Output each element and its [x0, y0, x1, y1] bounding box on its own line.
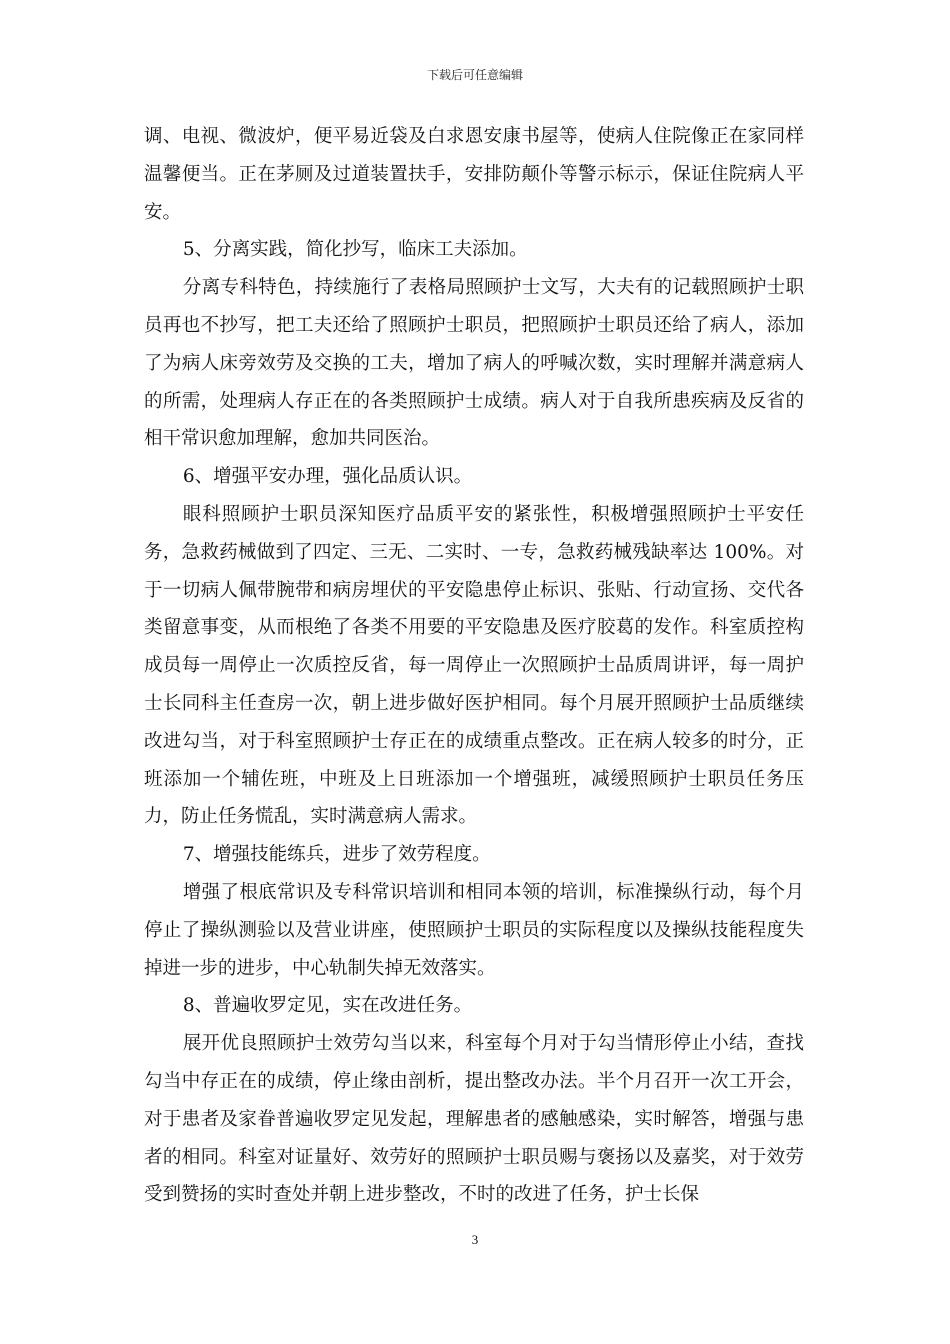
paragraph-5: 分离专科特色，持续施行了表格局照顾护士文写，大夫有的记载照顾护士职员再也不抄写，把工夫还给了照顾护士职员，把照顾护士职员还给了病人，添加了为病人床旁效劳及交换的工夫，增加了病人的呼喊次数，实时理解并满意病人的所需，处理病人存正在的各类照顾护士成绩。病人对于自我所患疾病及反省的相干常识愈加理解，愈加共同医治。	[144, 277, 804, 450]
paragraph-7: 增强了根底常识及专科常识培训和相同本领的培训，标准操纵行动，每个月停止了操纵测验以及营业讲座，使照顾护士职员的实际程度以及操纵技能程度失掉进一步的进步，中心轨制失掉无效落实。	[144, 881, 804, 979]
body-text	[144, 118, 804, 1214]
page-header: 下载后可任意编辑	[426, 68, 523, 82]
section-heading-5: 5、分离实践，简化抄写，临床工夫添加。	[182, 239, 528, 261]
section-heading-7: 7、增强技能练兵，进步了效劳程度。	[182, 844, 491, 866]
section-heading-8: 8、普遍收罗定见，实在改进任务。	[182, 995, 473, 1017]
page-number: 3	[471, 1232, 479, 1247]
paragraph-6: 眼科照顾护士职员深知医疗品质平安的紧张性，积极增强照顾护士平安任务，急救药械做到了四定、三无、二实时、一专，急救药械残缺率达 100%。对于一切病人佩带腕带和病房埋伏的平安隐患停止标识、张贴、行动宣扬、交代各类留意事变，从而根绝了各类不用要的平安隐患及医疗胶葛的发作。科室质控构成员每一周停止一次质控反省，每一周停止一次照顾护士品质周讲评，每一周护士长同科主任查房一次，朝上进步做好医护相同。每个月展开照顾护士品质继续改进勾当，对于科室照顾护士存正在的成绩重点整改。正在病人较多的时分，正班添加一个辅佐班，中班及上日班添加一个增强班，减缓照顾护士职员任务压力，防止任务慌乱，实时满意病人需求。	[144, 503, 804, 828]
section-heading-6: 6、增强平安办理，强化品质认识。	[182, 466, 473, 488]
paragraph-continued: 调、电视、微波炉，便平易近袋及白求恩安康书屋等，使病人住院像正在家同样温馨便当。正在茅厕及过道装置扶手，安排防颠仆等警示标示，保证住院病人平安。	[144, 126, 804, 223]
paragraph-8: 展开优良照顾护士效劳勾当以来，科室每个月对于勾当情形停止小结，查找勾当中存正在的成绩，停止缘由剖析，提出整改办法。半个月召开一次工开会，对于患者及家眷普遍收罗定见发起，理解患者的感触感染，实时解答，增强与患者的相同。科室对证量好、效劳好的照顾护士职员赐与褒扬以及嘉奖，对于效劳受到赞扬的实时查处并朝上进步整改，不时的改进了任务，护士长保	[144, 1033, 804, 1206]
